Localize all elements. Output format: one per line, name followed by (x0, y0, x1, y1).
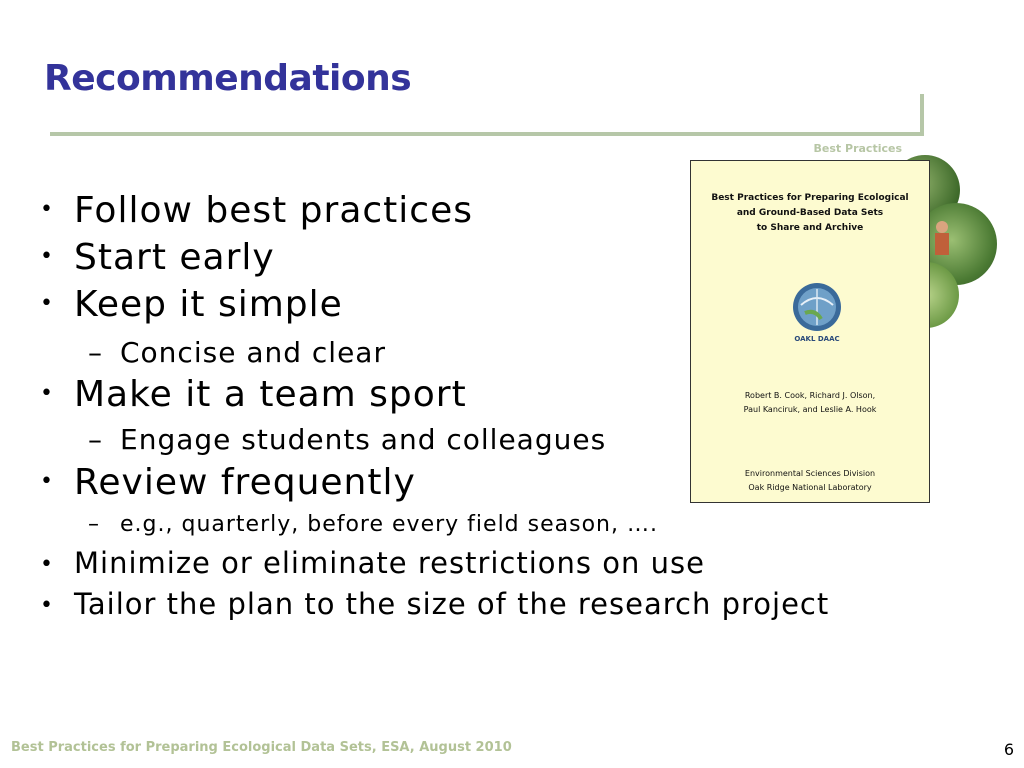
dash-marker: – (88, 512, 100, 537)
bullet-marker: • (40, 291, 54, 317)
bullet-text: Tailor the plan to the size of the research project (74, 587, 830, 621)
title-divider-vertical (920, 94, 924, 136)
cover-title-line: to Share and Archive (756, 223, 864, 233)
bullet-text: Follow best practices (74, 190, 473, 231)
report-cover (690, 160, 930, 503)
section-tag: Best Practices (813, 142, 902, 155)
cover-authors (691, 389, 929, 417)
bullet-marker: • (40, 244, 54, 270)
bullet-text: Start early (74, 237, 275, 278)
slide-footer: Best Practices for Preparing Ecological Data Sets, ESA, August 2010 (11, 740, 512, 755)
bullet-text: Make it a team sport (74, 374, 467, 415)
cover-organization (691, 467, 929, 495)
page-number: 6 (1003, 740, 1014, 759)
bullet-text: Minimize or eliminate restrictions on use (74, 546, 705, 580)
cover-author-line: Robert B. Cook, Richard J. Olson, (744, 391, 876, 400)
bullet-text: Concise and clear (120, 336, 386, 369)
cover-author-line: Paul Kanciruk, and Leslie A. Hook (743, 405, 877, 414)
ornl-daac-logo-icon (787, 279, 847, 345)
cover-org-line: Environmental Sciences Division (744, 469, 876, 478)
bullet-text: Keep it simple (74, 284, 343, 325)
bullet-text: Engage students and colleagues (120, 423, 607, 456)
title-divider-horizontal (50, 132, 923, 136)
bullet-marker: • (40, 551, 54, 577)
cover-title-line: Best Practices for Preparing Ecological (711, 193, 909, 203)
bullet-marker: • (40, 197, 54, 223)
cover-org-line: Oak Ridge National Laboratory (748, 483, 872, 492)
cover-title-line: and Ground-Based Data Sets (736, 208, 884, 218)
bullet-text: e.g., quarterly, before every field season, …. (120, 512, 658, 537)
bullet-marker: • (40, 381, 54, 407)
bullet-marker: • (40, 469, 54, 495)
dash-marker: – (88, 423, 103, 456)
bullet-marker: • (40, 592, 54, 618)
slide-title: Recommendations (44, 58, 412, 99)
dash-marker: – (88, 336, 103, 369)
logo-text: OAKL DAAC (794, 335, 840, 343)
cover-title (691, 191, 929, 236)
bullet-text: Review frequently (74, 462, 416, 503)
